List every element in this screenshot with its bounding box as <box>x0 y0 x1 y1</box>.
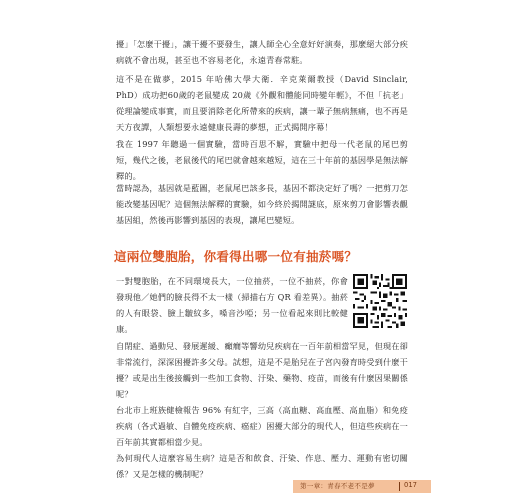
paragraph-twins: 一對雙胞胎，在不同環境長大，一位抽菸，一位不抽菸，你會發現他／她們的臉長得不太一樣（掃描右方 QR 看差異）。抽菸的人有眼袋、臉上皺紋多，嗓音沙啞；另一位看起來則比較健康。 <box>116 276 348 334</box>
paragraph-intro: 擾」「怎麼干擾」，讓干擾不要發生，讓人師全心全意好好演奏，那麼絕大部分疾病就不會出現，甚至也不容易老化，永遠青春常駐。 <box>116 39 408 65</box>
paragraph-child-disorders: 自閉症、過動兒、發展遲緩、癲癇等響幼兒疾病在一百年前相當罕見，但現在卻非常流行，深深困擾許多父母。試想，這是不是胎兒在子宮內發育時受到什麼干擾？或是出生後接觸到一些加工食物、汙染、藥物、疫苗，而後有什麼因果關係呢？ <box>116 341 408 399</box>
page-number: 017 <box>404 481 417 489</box>
paragraph-epigenome: 當時認為，基因就是藍圖，老鼠尾巴該多長，基因不都決定好了嗎？一把剪刀怎能改變基因呢？這個無法解釋的實驗，如今終於揭開謎底，原來剪刀會影響表觀基因組，然後再影響到基因的表現，讓尾巴變短。 <box>116 183 408 225</box>
qr-code-icon[interactable] <box>353 274 407 328</box>
footer-chapter-title: 第一章：青春不老不是夢 <box>300 482 375 490</box>
paragraph-health-report: 台北市上班族健檢報告 96% 有紅字，三高（高血糖、高血壓、高血脂）和免疫疾病（各式過敏、自體免疫疾病、癌症）困擾大部分的現代人，但這些疾病在一百年前其實都相當少見。 <box>116 405 408 447</box>
paragraph-mouse-experiment: 我在 1997 年聽過一個實驗，當時百思不解，實驗中把母一代老鼠的尾巴剪短，幾代之後，老鼠後代的尾巴就會越來越短，這在三十年前的基因學是無法解釋的。 <box>116 139 408 181</box>
paragraph-question: 為何現代人這麼容易生病？這是否和飲食、汙染、作息、壓力、運動有密切關係？又是怎樣的機制呢？ <box>116 453 408 479</box>
footer-divider <box>399 482 400 491</box>
section-heading: 這兩位雙胞胎，你看得出哪一位有抽菸嗎？ <box>114 249 358 264</box>
paragraph-sinclair: 這不是在做夢，2015 年哈佛大學大衛．辛克萊爾教授（David Sinclair, PhD）成功把60歲的老鼠變成 20歲《外觀和體能同時變年輕》，不但「抗老」從理論變成事實，而且要消除老化所帶來的疾病，讓一輩子無病無痛，也不再是天方夜譚，人類想要永遠健康長壽的夢想，正式揭開序幕！ <box>116 74 408 132</box>
